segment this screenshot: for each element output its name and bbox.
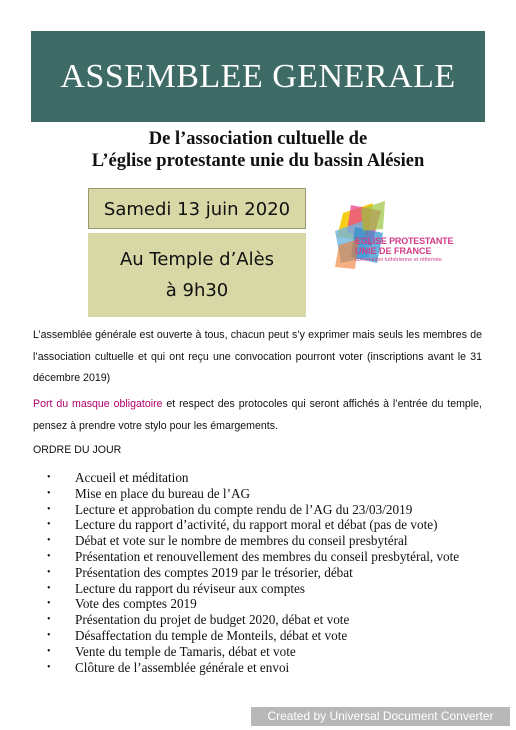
mask-highlight: Port du masque obligatoire xyxy=(33,398,163,410)
mask-paragraph xyxy=(33,394,482,437)
subtitle-line-2: L’église protestante unie du bassin Alésien xyxy=(91,151,425,171)
list-item: • Vote des comptes 2019 xyxy=(33,596,459,612)
watermark-footer: Created by Universal Document Converter xyxy=(251,707,510,726)
title-banner xyxy=(31,31,485,122)
event-place-box xyxy=(88,233,306,317)
mask-paragraph-rest: et respect des protocoles qui seront affichés à l’entrée du temple, pensez à prendre votre stylo pour les émargements. xyxy=(33,398,483,432)
list-item: • Désaffectation du temple de Monteils, débat et vote xyxy=(33,628,459,644)
subtitle-line-1: De l’association cultuelle de xyxy=(148,129,368,149)
list-item: • Débat et vote sur le nombre de membres du conseil presbytéral xyxy=(33,533,459,549)
logo-line-2: UNIE DE FRANCE xyxy=(355,246,432,256)
list-item: • Accueil et méditation xyxy=(33,470,459,486)
page-title: ASSEMBLEE GENERALE xyxy=(60,57,456,95)
list-item: • Présentation du projet de budget 2020, débat et vote xyxy=(33,612,459,628)
list-item: • Lecture du rapport du réviseur aux comptes xyxy=(33,581,459,597)
list-item: • Lecture du rapport d’activité, du rapport moral et débat (pas de vote) xyxy=(33,517,459,533)
event-date-box xyxy=(88,188,306,229)
list-item: • Présentation et renouvellement des membres du conseil presbytéral, vote xyxy=(33,549,459,565)
intro-paragraph: L’assemblée générale est ouverte à tous, chacun peut s’y exprimer mais seuls les membres de l’association cultuelle et qui ont reçu une convocation pourront voter (inscriptions avant le 31 décembre 2019) xyxy=(33,329,482,384)
event-date: Samedi 13 juin 2020 xyxy=(103,199,291,220)
logo-line-1: EGLISE PROTESTANTE xyxy=(355,236,454,246)
list-item: • Lecture et approbation du compte rendu de l’AG du 23/03/2019 xyxy=(33,502,459,518)
logo-text xyxy=(355,237,453,264)
list-item: • Vente du temple de Tamaris, débat et vote xyxy=(33,644,459,660)
list-item: • Présentation des comptes 2019 par le trésorier, débat xyxy=(33,565,459,581)
event-place: Au Temple d’Alès xyxy=(119,249,275,270)
event-time: à 9h30 xyxy=(165,280,229,301)
list-item: • Clôture de l’assemblée générale et envoi xyxy=(33,660,459,676)
logo-line-3: communion luthérienne et réformée xyxy=(355,257,442,263)
list-item: • Mise en place du bureau de l’AG xyxy=(33,486,459,502)
agenda-title: ORDRE DU JOUR xyxy=(33,444,122,456)
agenda-list xyxy=(33,470,459,675)
